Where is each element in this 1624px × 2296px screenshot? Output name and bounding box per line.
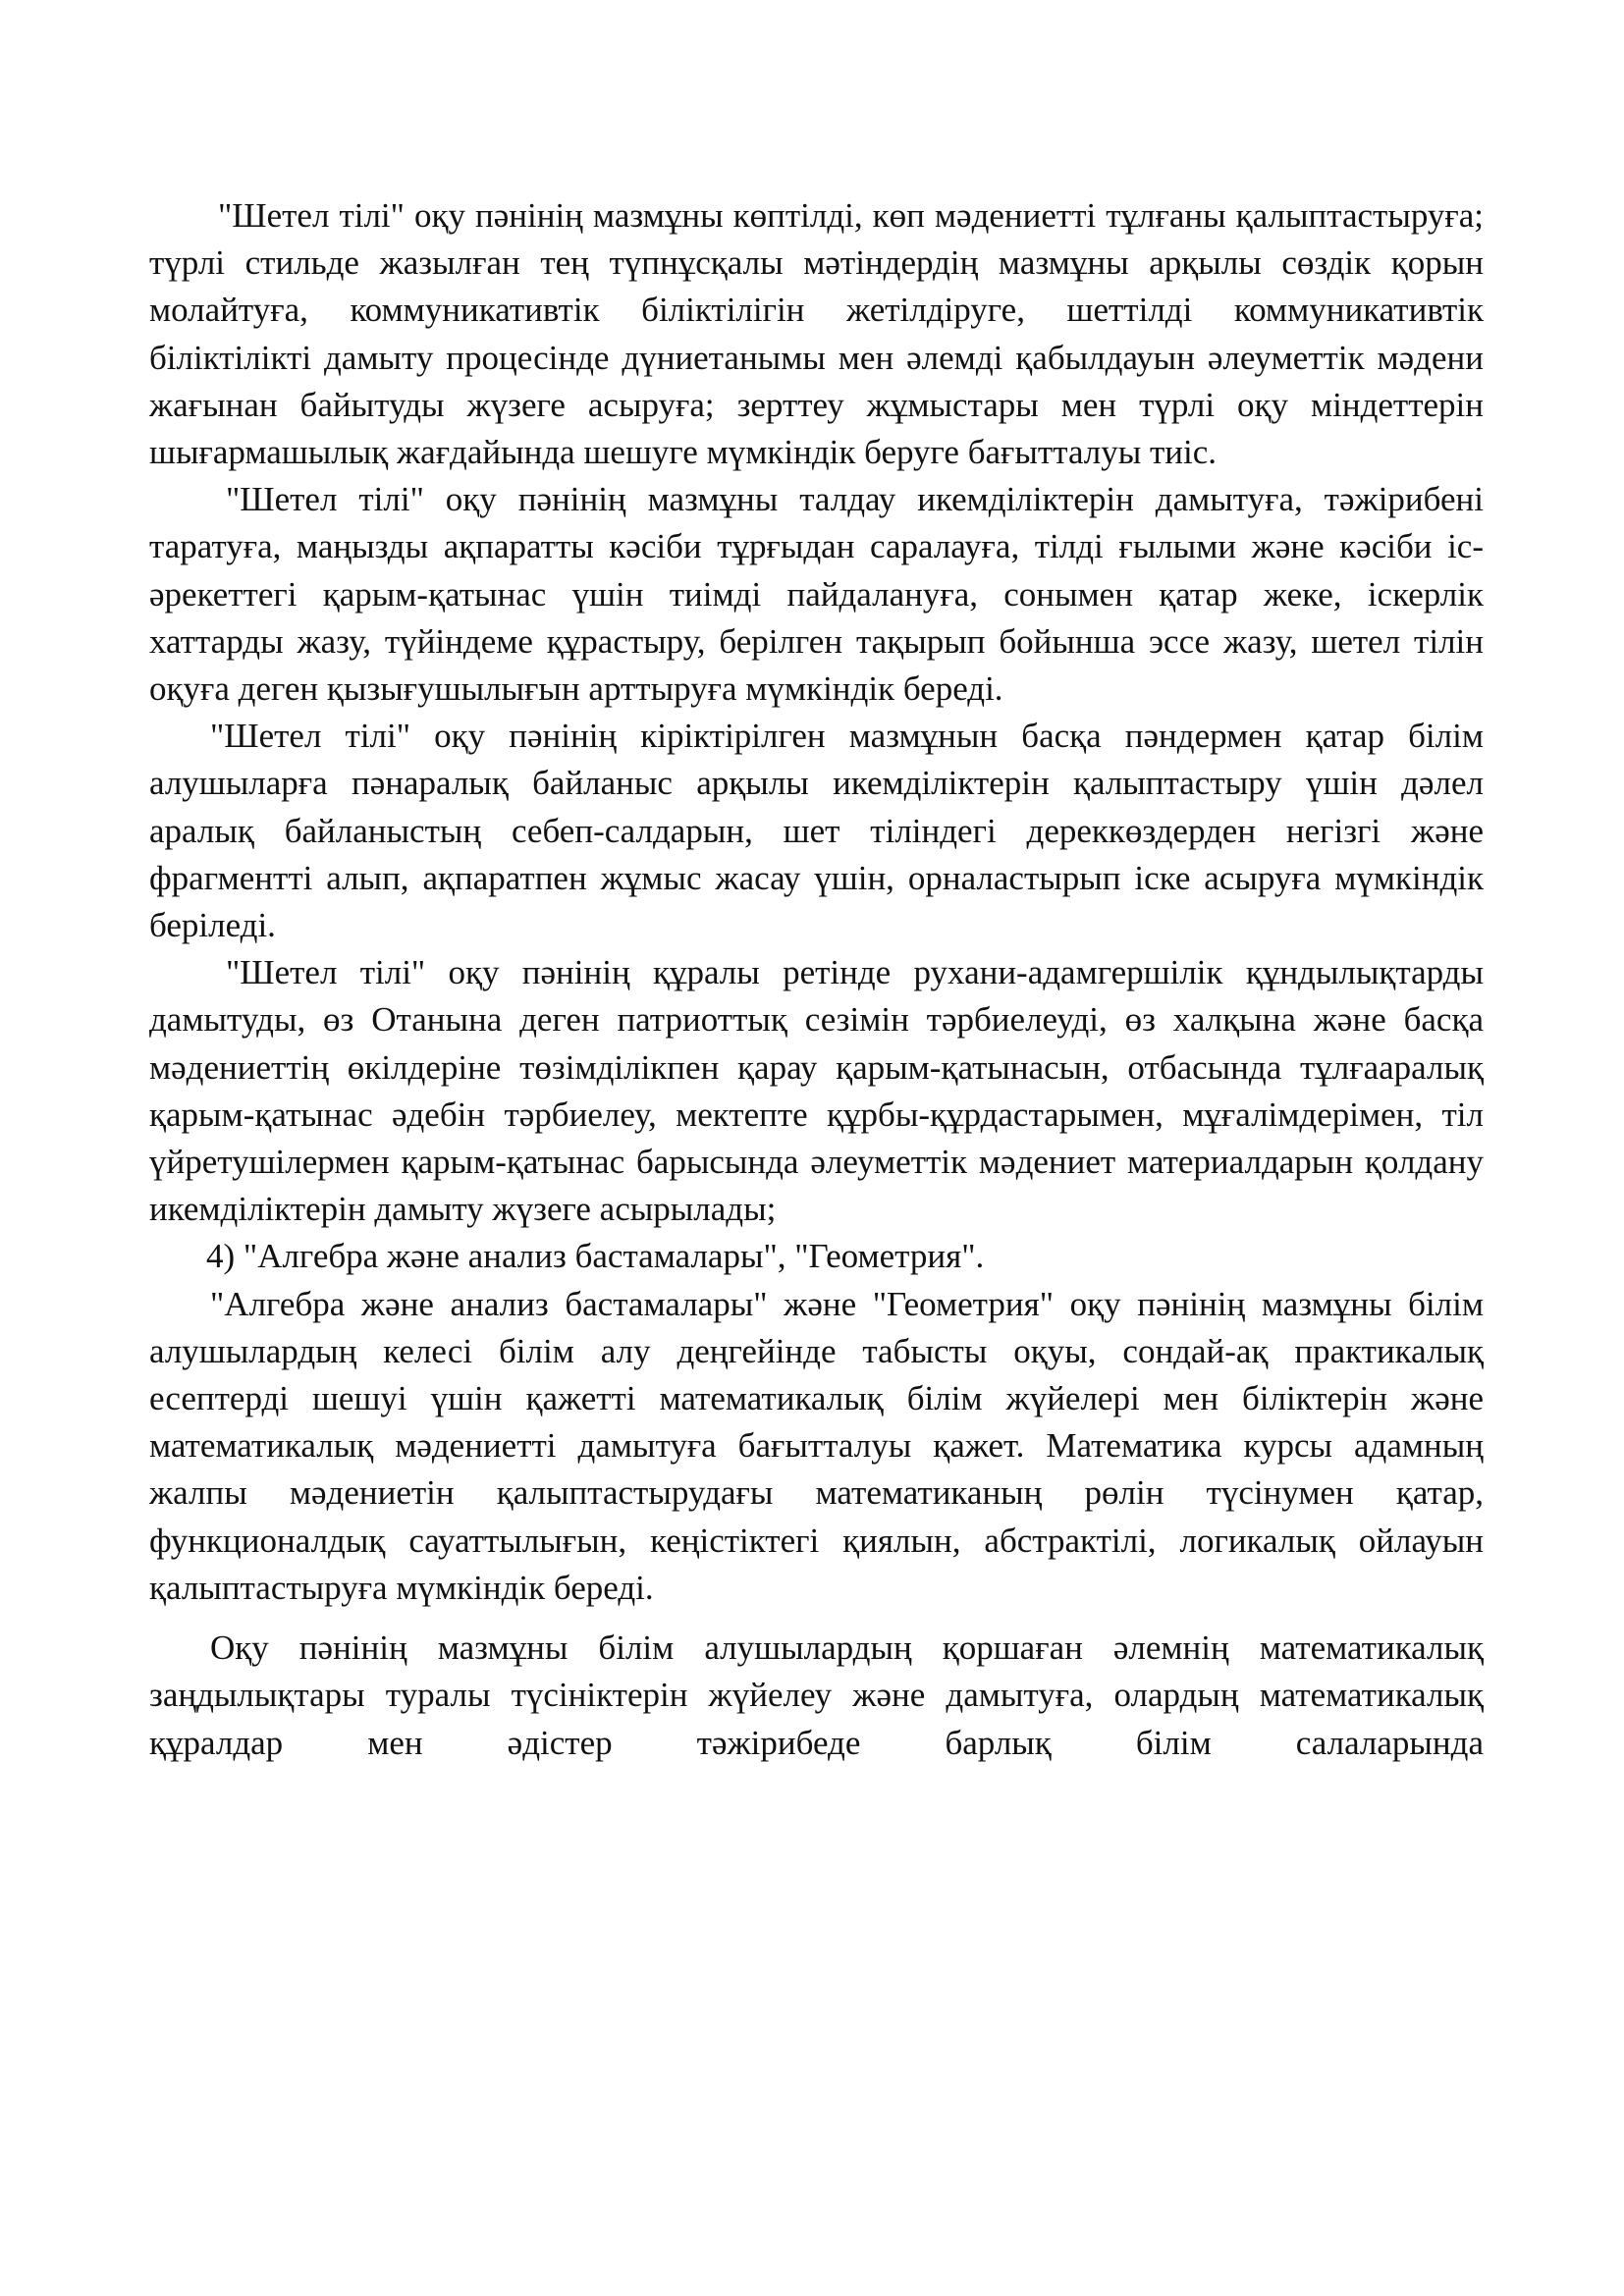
- paragraph-foreign-language-content: "Шетел тілі" оқу пәнінің мазмұны көптілді, көп мәдениетті тұлғаны қалыптастыруға; түрлі стильде жазылған тең түпнұсқалы мәтіндердің мазмұны арқылы сөздік қорын молайтуға, коммуникативтік біліктілігін жетілдіруге, шеттілді коммуникативтік біліктілікті дамыту процесінде дүниетанымы мен әлемді қабылдауын әлеуметтік мәдени жағынан байытуды жүзеге асыруға; зерттеу жұмыстары мен түрлі оқу міндеттерін шығармашылық жағдайында шешуге мүмкіндік беруге бағытталуы тиіс.: [149, 196, 1484, 472]
- paragraph-foreign-language-skills: "Шетел тілі" оқу пәнінің мазмұны талдау икемділіктерін дамытуға, тәжірибені таратуға, маңызды ақпаратты кәсіби тұрғыдан саралауға, тілді ғылыми және кәсіби іс-әрекеттегі қарым-қатынас үшін тиімді пайдалануға, сонымен қатар жеке, іскерлік хаттарды жазу, түйіндеме құрастыру, берілген тақырып бойынша эссе жазу, шетел тілін оқуға деген қызығушылығын арттыруға мүмкіндік береді.: [149, 480, 1484, 709]
- paragraph-foreign-language-integration: "Шетел тілі" оқу пәнінің кіріктірілген мазмұнын басқа пәндермен қатар білім алушыларға пәнаралық байланыс арқылы икемділіктерін қалыптастыру үшін дәлел аралық байланыстың себеп-салдарын, шет тіліндегі дереккөздерден негізгі және фрагментті алып, ақпаратпен жұмыс жасау үшін, орналастырып іске асыруға мүмкіндік беріледі.: [149, 717, 1484, 945]
- paragraph-algebra-content: "Алгебра және анализ бастамалары" және "Геометрия" оқу пәнінің мазмұны білім алушылардың келесі білім алу деңгейінде табысты оқуы, сондай-ақ практикалық есептерді шешуі үшін қажетті математикалық білім жүйелері мен біліктерін және математикалық мәдениетті дамытуға бағытталуы қажет. Математика курсы адамның жалпы мәдениетін қалыптастырудағы математиканың рөлін түсінумен қатар, функционалдық сауаттылығын, кеңістіктегі қиялын, абстрактілі, логикалық ойлауын қалыптастыруға мүмкіндік береді.: [149, 1284, 1484, 1607]
- paragraph-foreign-language-values: "Шетел тілі" оқу пәнінің құралы ретінде рухани-адамгершілік құндылықтарды дамытуды, өз Отанына деген патриоттық сезімін тәрбиелеуді, өз халқына және басқа мәдениеттің өкілдеріне төзімділікпен қарау қарым-қатынасын, отбасында тұлғааралық қарым-қатынас әдебін тәрбиелеу, мектепте құрбы-құрдастарымен, мұғалімдерімен, тіл үйретушілермен қарым-қатынас барысында әлеуметтік мәдениет материалдарын қолдану икемділіктерін дамыту жүзеге асырылады;: [149, 953, 1484, 1229]
- paragraph-subject-content: Оқу пәнінің мазмұны білім алушылардың қоршаған әлемнің математикалық заңдылықтары туралы түсініктерін жүйелеу және дамытуға, олардың математикалық құралдар мен әдістер тәжірибеде барлық білім салаларында: [149, 1629, 1484, 1762]
- list-item-algebra-geometry: 4) "Алгебра және анализ бастамалары", "Геометрия".: [206, 1237, 985, 1276]
